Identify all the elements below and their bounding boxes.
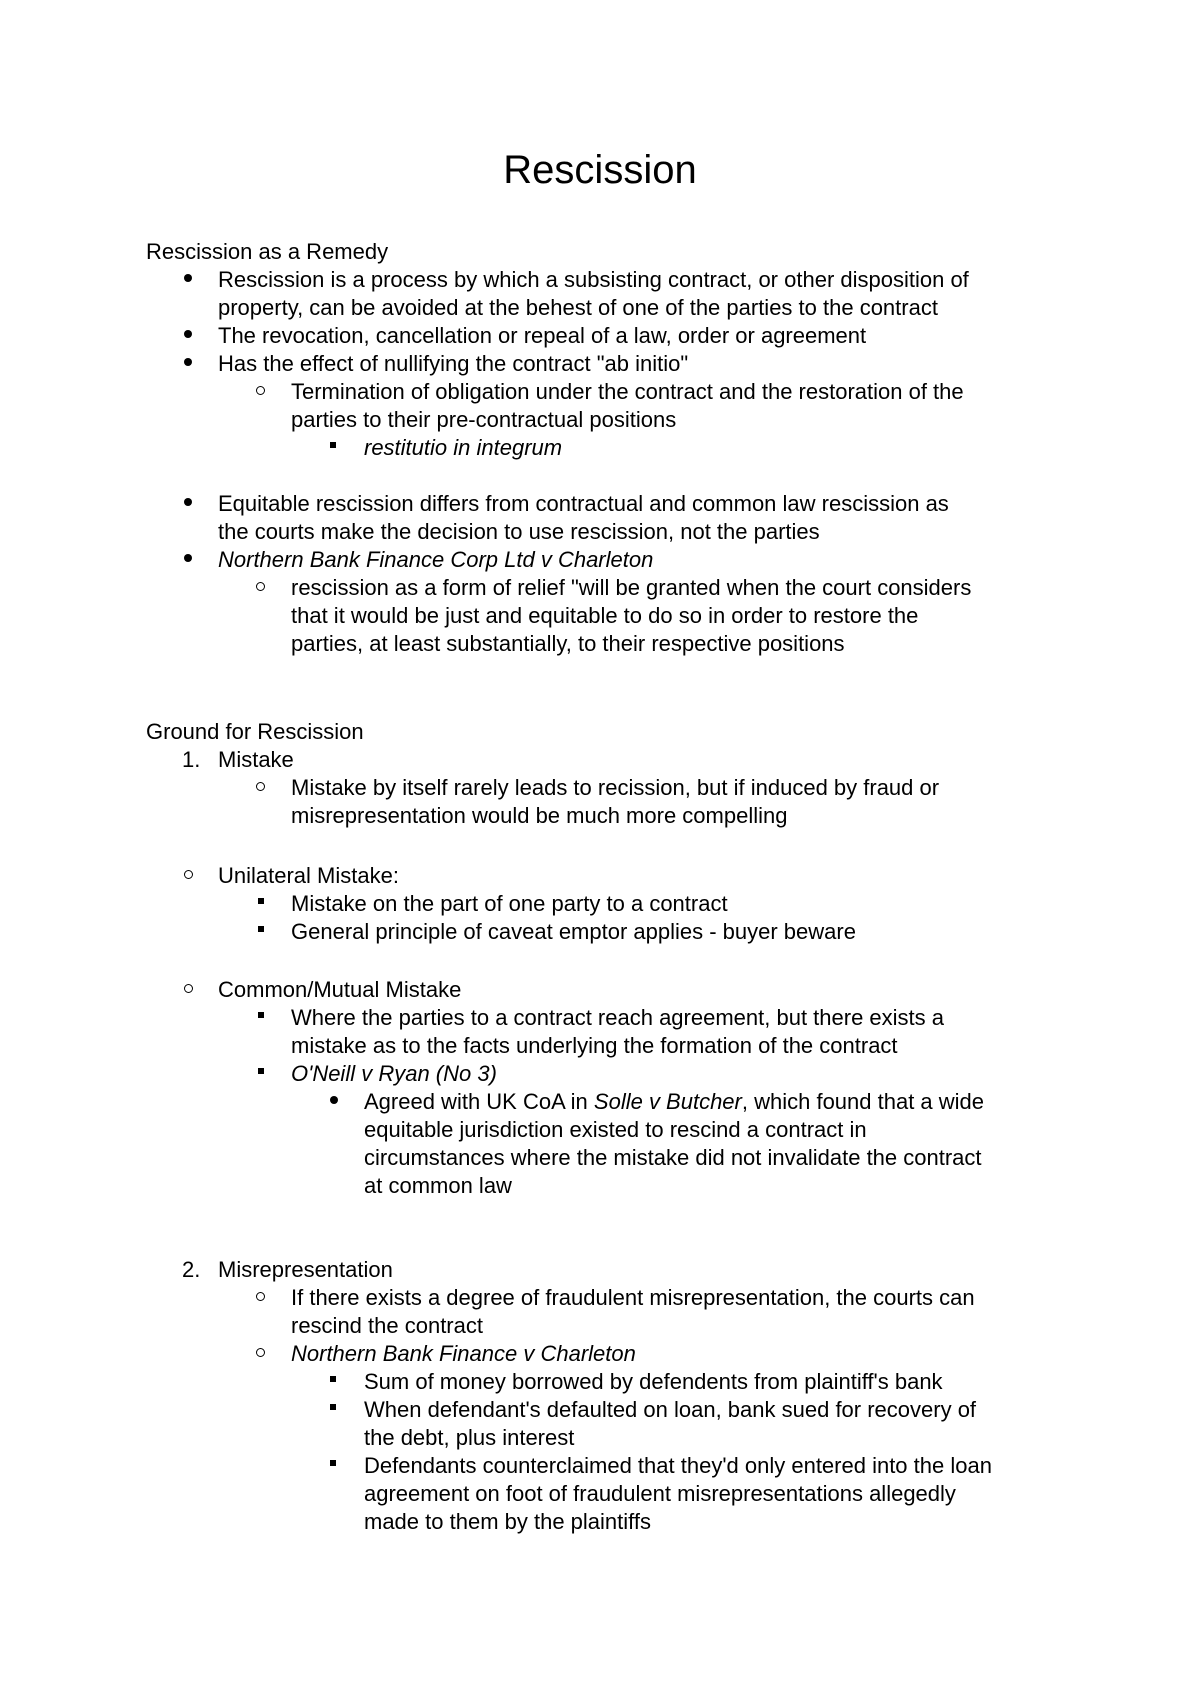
bullet-circle-icon: [256, 782, 265, 791]
list-item-text: restitutio in integrum: [364, 435, 563, 460]
list-item-text: Rescission is a process by which a subsisting contract, or other disposition of: [218, 267, 969, 292]
list-item-text: parties, at least substantially, to their respective positions: [291, 631, 845, 656]
bullet-square-icon: [258, 898, 264, 904]
bullet-disc-icon: [184, 330, 192, 338]
list-item-text: that it would be just and equitable to do so in order to restore the: [291, 603, 919, 628]
list-item-text: parties to their pre-contractual positions: [291, 407, 677, 432]
bullet-circle-icon: [256, 1292, 265, 1301]
case-name: O'Neill v Ryan (No 3): [291, 1061, 497, 1086]
list-item-text: Has the effect of nullifying the contract "ab initio": [218, 351, 689, 376]
bullet-square-icon: [330, 1460, 336, 1466]
list-item-text: Agreed with UK CoA in Solle v Butcher, which found that a wide: [364, 1089, 985, 1114]
list-item-text: Defendants counterclaimed that they'd only entered into the loan: [364, 1453, 992, 1478]
page-title: Rescission: [503, 148, 697, 192]
list-item-text: made to them by the plaintiffs: [364, 1509, 651, 1534]
list-number: 1.: [182, 747, 201, 772]
bullet-disc-icon: [184, 274, 192, 282]
list-item-text: Termination of obligation under the contract and the restoration of the: [291, 379, 964, 404]
bullet-square-icon: [330, 1376, 336, 1382]
list-item-text: Common/Mutual Mistake: [218, 977, 462, 1002]
bullet-circle-icon: [256, 386, 265, 395]
list-item-text: rescission as a form of relief "will be granted when the court considers: [291, 575, 972, 600]
list-item-text: Where the parties to a contract reach agreement, but there exists a: [291, 1005, 945, 1030]
bullet-square-icon: [330, 1404, 336, 1410]
case-name: Northern Bank Finance v Charleton: [291, 1341, 636, 1366]
case-name: Northern Bank Finance Corp Ltd v Charleton: [218, 547, 654, 572]
bullet-square-icon: [330, 442, 336, 448]
list-item-text: Misrepresentation: [218, 1257, 393, 1282]
bullet-disc-icon: [330, 1096, 338, 1104]
list-item-text: If there exists a degree of fraudulent misrepresentation, the courts can: [291, 1285, 975, 1310]
bullet-disc-icon: [184, 498, 192, 506]
list-item-text: Mistake on the part of one party to a contract: [291, 891, 728, 916]
list-item-text: When defendant's defaulted on loan, bank sued for recovery of: [364, 1397, 977, 1422]
bullet-circle-icon: [256, 582, 265, 591]
bullet-disc-icon: [184, 358, 192, 366]
list-number: 2.: [182, 1257, 201, 1282]
bullet-disc-icon: [184, 554, 192, 562]
list-item-text: misrepresentation would be much more compelling: [291, 803, 788, 828]
bullet-circle-icon: [184, 984, 193, 993]
list-item-text: property, can be avoided at the behest of one of the parties to the contract: [218, 295, 938, 320]
section-heading-remedy: Rescission as a Remedy: [146, 239, 389, 264]
list-item-text: mistake as to the facts underlying the formation of the contract: [291, 1033, 898, 1058]
bullet-square-icon: [258, 1068, 264, 1074]
list-item-text: the debt, plus interest: [364, 1425, 575, 1450]
list-item-text: the courts make the decision to use rescission, not the parties: [218, 519, 820, 544]
list-item-text: Unilateral Mistake:: [218, 863, 399, 888]
list-item-text: at common law: [364, 1173, 512, 1198]
section-heading-grounds: Ground for Rescission: [146, 719, 364, 744]
list-item-text: The revocation, cancellation or repeal of a law, order or agreement: [218, 323, 867, 348]
list-item-text: rescind the contract: [291, 1313, 483, 1338]
list-item-text: Mistake by itself rarely leads to recission, but if induced by fraud or: [291, 775, 940, 800]
list-item-text: Equitable rescission differs from contractual and common law rescission as: [218, 491, 949, 516]
bullet-circle-icon: [184, 870, 193, 879]
list-item-text: Mistake: [218, 747, 294, 772]
list-item-text: Sum of money borrowed by defendents from plaintiff's bank: [364, 1369, 943, 1394]
list-item-text: circumstances where the mistake did not invalidate the contract: [364, 1145, 982, 1170]
bullet-square-icon: [258, 926, 264, 932]
list-item-text: General principle of caveat emptor applies - buyer beware: [291, 919, 856, 944]
bullet-square-icon: [258, 1012, 264, 1018]
bullet-circle-icon: [256, 1348, 265, 1357]
list-item-text: equitable jurisdiction existed to rescind a contract in: [364, 1117, 867, 1142]
list-item-text: agreement on foot of fraudulent misrepresentations allegedly: [364, 1481, 956, 1506]
